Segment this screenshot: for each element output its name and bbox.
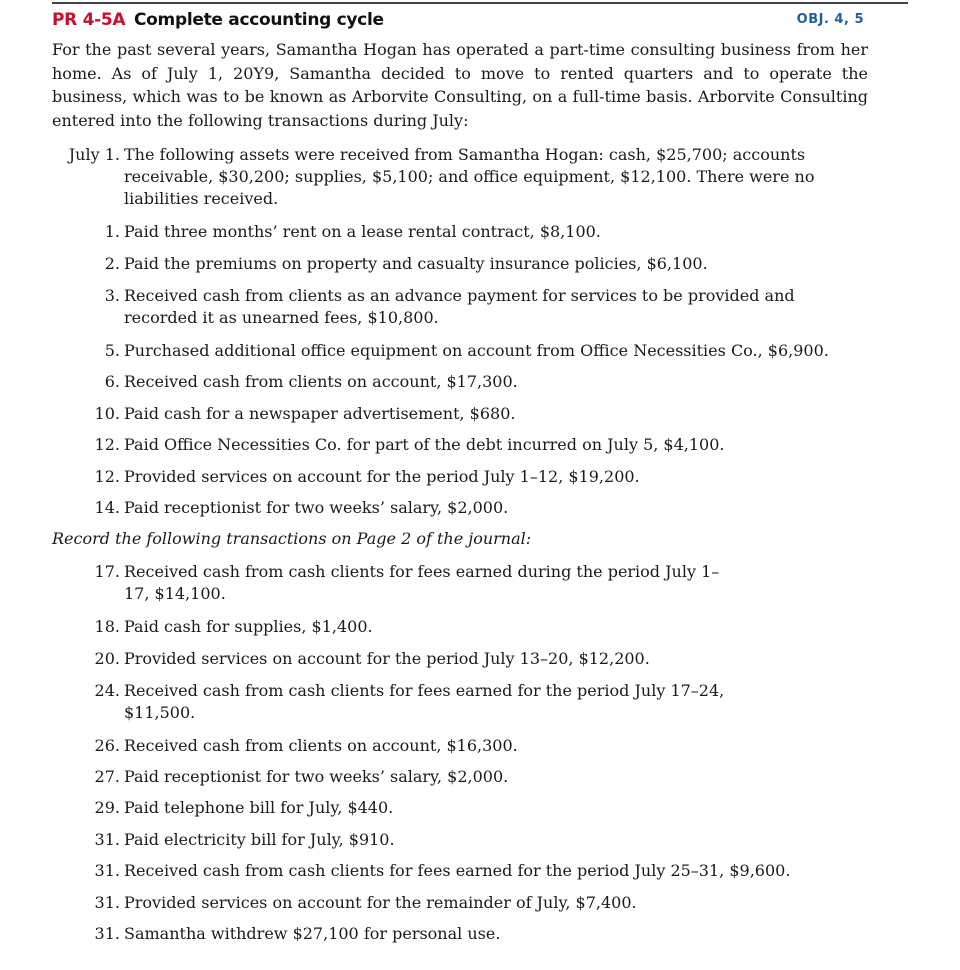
transaction-description: Received cash from clients as an advance payment for services to be provided and recorded it as unearned fees, $10,800. <box>124 286 795 327</box>
transaction-description: Paid cash for supplies, $1,400. <box>124 617 373 636</box>
transaction-date: July 1. <box>68 145 120 164</box>
transaction-description: Paid receptionist for two weeks’ salary, $2,000. <box>124 498 509 517</box>
top-rule <box>52 2 908 4</box>
transaction-description: The following assets were received from Samantha Hogan: cash, $25,700; accounts receivable, $30,200; supplies, $5,100; and office equipment, $12,100. There were no liabilities received. <box>124 145 815 208</box>
transaction-date: 2. <box>104 254 120 273</box>
transaction-description: Paid cash for a newspaper advertisement, $680. <box>124 404 516 423</box>
transaction-date: 10. <box>94 404 120 423</box>
transaction-date: 31. <box>94 861 120 880</box>
transaction-date: 20. <box>94 649 120 668</box>
transaction-date: 24. <box>94 681 120 700</box>
transaction-date: 3. <box>104 286 120 305</box>
transaction-description: Received cash from cash clients for fees earned for the period July 25–31, $9,600. <box>124 861 791 880</box>
transaction-description: Paid electricity bill for July, $910. <box>124 830 395 849</box>
transaction-description: Received cash from cash clients for fees earned for the period July 17–24, $11,500. <box>124 681 725 722</box>
transaction-description: Samantha withdrew $27,100 for personal use. <box>124 924 501 943</box>
problem-title: Complete accounting cycle <box>134 10 384 30</box>
transaction-date: 29. <box>94 798 120 817</box>
transaction-date: 5. <box>104 341 120 360</box>
transaction-description: Paid three months’ rent on a lease rental contract, $8,100. <box>124 222 601 241</box>
transaction-description: Paid receptionist for two weeks’ salary, $2,000. <box>124 767 509 786</box>
transaction-date: 31. <box>94 924 120 943</box>
transaction-date: 31. <box>94 893 120 912</box>
transaction-date: 1. <box>104 222 120 241</box>
transaction-description: Received cash from clients on account, $16,300. <box>124 736 518 755</box>
transaction-description: Purchased additional office equipment on account from Office Necessities Co., $6,900. <box>124 341 829 360</box>
journal-page-instruction: Record the following transactions on Page 2 of the journal: <box>52 529 532 548</box>
transaction-description: Provided services on account for the period July 13–20, $12,200. <box>124 649 650 668</box>
problem-header <box>52 10 864 36</box>
transaction-description: Paid the premiums on property and casualty insurance policies, $6,100. <box>124 254 708 273</box>
transaction-date: 31. <box>94 830 120 849</box>
intro-paragraph: For the past several years, Samantha Hogan has operated a part-time consulting business from her home. As of July 1, 20Y9, Samantha decided to move to rented quarters and to operate the business, which was to be known as Arborvite Consulting, on a full-time basis. Arborvite Consulting entered into the following transactions during July: <box>52 40 868 130</box>
transaction-description: Paid Office Necessities Co. for part of the debt incurred on July 5, $4,100. <box>124 435 725 454</box>
transaction-date: 18. <box>94 617 120 636</box>
transaction-date: 14. <box>94 498 120 517</box>
problem-code: PR 4-5A <box>52 10 126 30</box>
learning-objectives: OBJ. 4, 5 <box>796 12 864 27</box>
transaction-date: 6. <box>104 372 120 391</box>
transaction-description: Received cash from cash clients for fees earned during the period July 1–17, $14,100. <box>124 562 720 603</box>
transaction-date: 26. <box>94 736 120 755</box>
transaction-date: 12. <box>94 435 120 454</box>
transaction-description: Paid telephone bill for July, $440. <box>124 798 394 817</box>
transaction-description: Received cash from clients on account, $17,300. <box>124 372 518 391</box>
transaction-description: Provided services on account for the period July 1–12, $19,200. <box>124 467 640 486</box>
transaction-date: 27. <box>94 767 120 786</box>
transaction-july-1-opening <box>62 144 842 210</box>
transaction-date: 17. <box>94 562 120 581</box>
transaction-date: 12. <box>94 467 120 486</box>
transaction-description: Provided services on account for the remainder of July, $7,400. <box>124 893 637 912</box>
